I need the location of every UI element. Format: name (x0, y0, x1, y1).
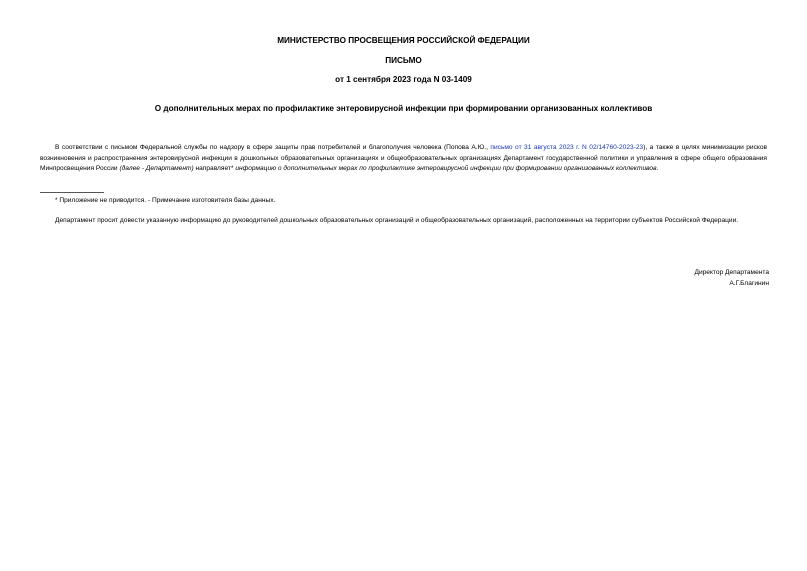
document-subject: О дополнительных мерах по профилактике энтеровирусной инфекции при формировании организованных коллективов (154, 104, 653, 113)
signatory-title: Директор Департамента (694, 269, 769, 276)
signatory-name: А.Г.Благинин (729, 280, 769, 287)
paragraph-text: . (656, 165, 659, 173)
paragraph-italic-text: информацию о дополнительных мерах по профилактике энтеровирусной инфекции при формировании организованных коллективов (235, 165, 657, 173)
paragraph-italic-text: (далее - Департамент) (119, 165, 194, 173)
organization-name: МИНИСТЕРСТВО ПРОСВЕЩЕНИЯ РОССИЙСКОЙ ФЕДЕРАЦИИ (277, 36, 530, 45)
paragraph-text: направляет* (193, 165, 236, 173)
document-type: ПИСЬМО (385, 56, 422, 65)
footnote: * Приложение не приводится. - Примечание изготовителя базы данных. (55, 197, 276, 204)
body-paragraph-2: Департамент просит довести указанную информацию до руководителей дошкольных образовательных организаций и общеобразовательных организаций, расположенных на территории субъектов Российской Федерации. (55, 217, 739, 224)
body-paragraph-1 (40, 143, 767, 175)
referenced-letter-link[interactable]: письмо от 31 августа 2023 г. N 02/14760-2023-23 (490, 144, 644, 151)
paragraph-text: В соответствии с письмом Федеральной службы по надзору в сфере защиты прав потребителей и благополучия человека (Попова А.Ю., (55, 144, 491, 151)
document-date-number: от 1 сентября 2023 года N 03-1409 (335, 75, 472, 84)
paragraph-text: ), а также в целях минимизации рисков возникновения и распространения энтеровирусной инфекции в дошкольных образовательных организациях и общеобразовательных организациях Департамент государственной политики и управления в сфере общего образования Минпросвещения России (40, 144, 767, 173)
footnote-divider (40, 192, 104, 193)
